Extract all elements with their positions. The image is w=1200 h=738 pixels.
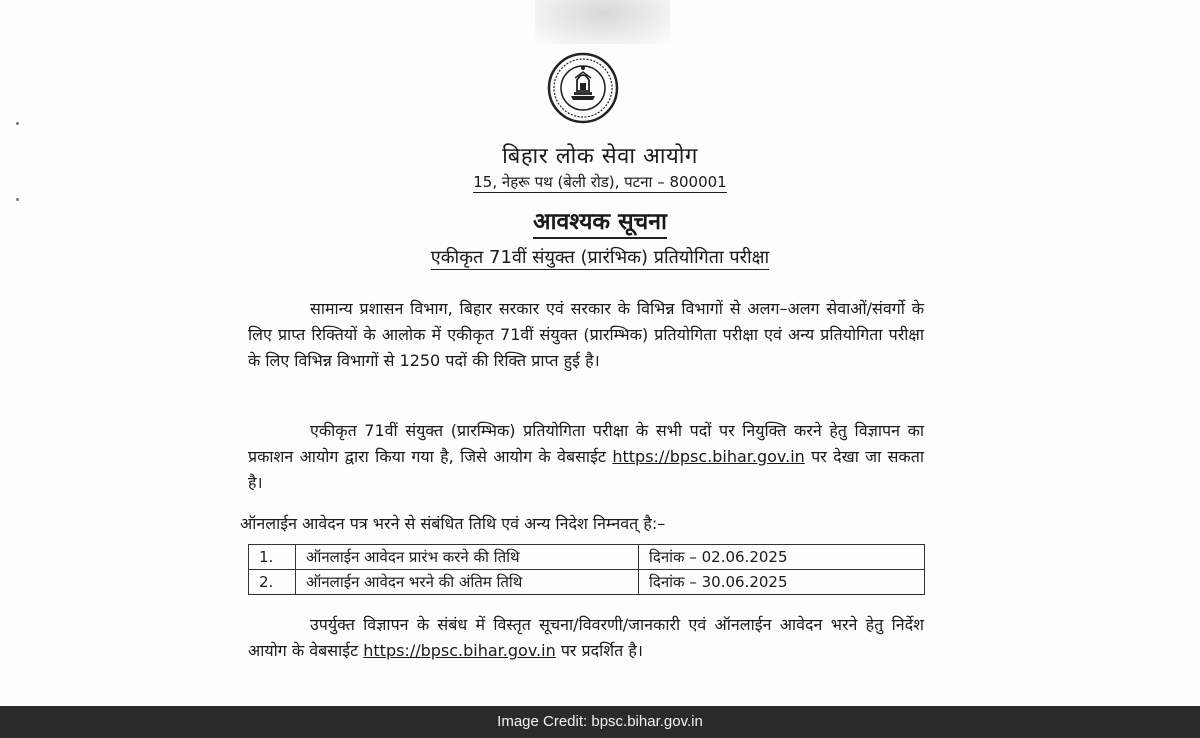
row-number: 2.	[249, 570, 296, 595]
row-number: 1.	[249, 545, 296, 570]
paragraph-instructions-end: पर प्रदर्शित है।	[560, 641, 643, 660]
date-label: ऑनलाईन आवेदन प्रारंभ करने की तिथि	[296, 545, 639, 570]
org-address: 15, नेहरू पथ (बेली रोड), पटना – 800001	[473, 173, 727, 191]
bpsc-website-link[interactable]: https://bpsc.bihar.gov.in	[612, 447, 805, 466]
bpsc-website-link[interactable]: https://bpsc.bihar.gov.in	[363, 641, 556, 660]
paragraph-instructions	[248, 612, 924, 664]
image-credit-bar	[0, 706, 1200, 738]
notice-title: आवश्यक सूचना	[533, 209, 667, 239]
scan-smudge	[535, 0, 670, 44]
paragraph-advertisement-text: एकीकृत 71वीं संयुक्त (प्रारम्भिक) प्रतियोगिता परीक्षा के सभी पदों पर नियुक्ति करने हेतु विज्ञापन का प्रकाशन आयोग द्वारा किया गया है, जिसे आयोग के वेबसाईट	[248, 421, 924, 466]
org-name: बिहार लोक सेवा आयोग	[502, 144, 698, 169]
date-label: ऑनलाईन आवेदन भरने की अंतिम तिथि	[296, 570, 639, 595]
exam-title: एकीकृत 71वीं संयुक्त (प्रारंभिक) प्रतियोगिता परीक्षा	[430, 247, 770, 268]
table-row	[249, 570, 925, 595]
scan-mark	[16, 122, 19, 125]
image-credit: Image Credit: bpsc.bihar.gov.in	[497, 713, 703, 730]
paragraph-instructions-text: उपर्युक्त विज्ञापन के संबंध में विस्तृत सूचना/विवरणी/जानकारी एवं ऑनलाईन आवेदन भरने हेतु निर्देश आयोग के वेबसाईट	[248, 615, 924, 660]
scan-mark	[16, 198, 19, 201]
table-row	[249, 545, 925, 570]
paragraph-advertisement-end: पर देखा जा सकता है।	[248, 447, 924, 492]
paragraph-vacancy: सामान्य प्रशासन विभाग, बिहार सरकार एवं सरकार के विभिन्न विभागों से अलग–अलग सेवाओं/संवर्गो के लिए प्राप्त रिक्तियों के आलोक में एकीकृत 71वीं संयुक्त (प्रारम्भिक) प्रतियोगिता परीक्षा एवं अन्य प्रतियोगिता परीक्षा के लिए विभिन्न विभागों से 1250 पदों की रिक्ति प्राप्त हुई है।	[248, 299, 924, 370]
date-value: दिनांक – 02.06.2025	[639, 545, 925, 570]
dates-table	[248, 544, 925, 595]
date-value: दिनांक – 30.06.2025	[639, 570, 925, 595]
paragraph-advertisement	[248, 418, 924, 496]
dates-intro: ऑनलाईन आवेदन पत्र भरने से संबंधित तिथि एवं अन्य निदेश निम्नवत् है:–	[240, 514, 666, 533]
bpsc-emblem-seal	[547, 52, 619, 124]
